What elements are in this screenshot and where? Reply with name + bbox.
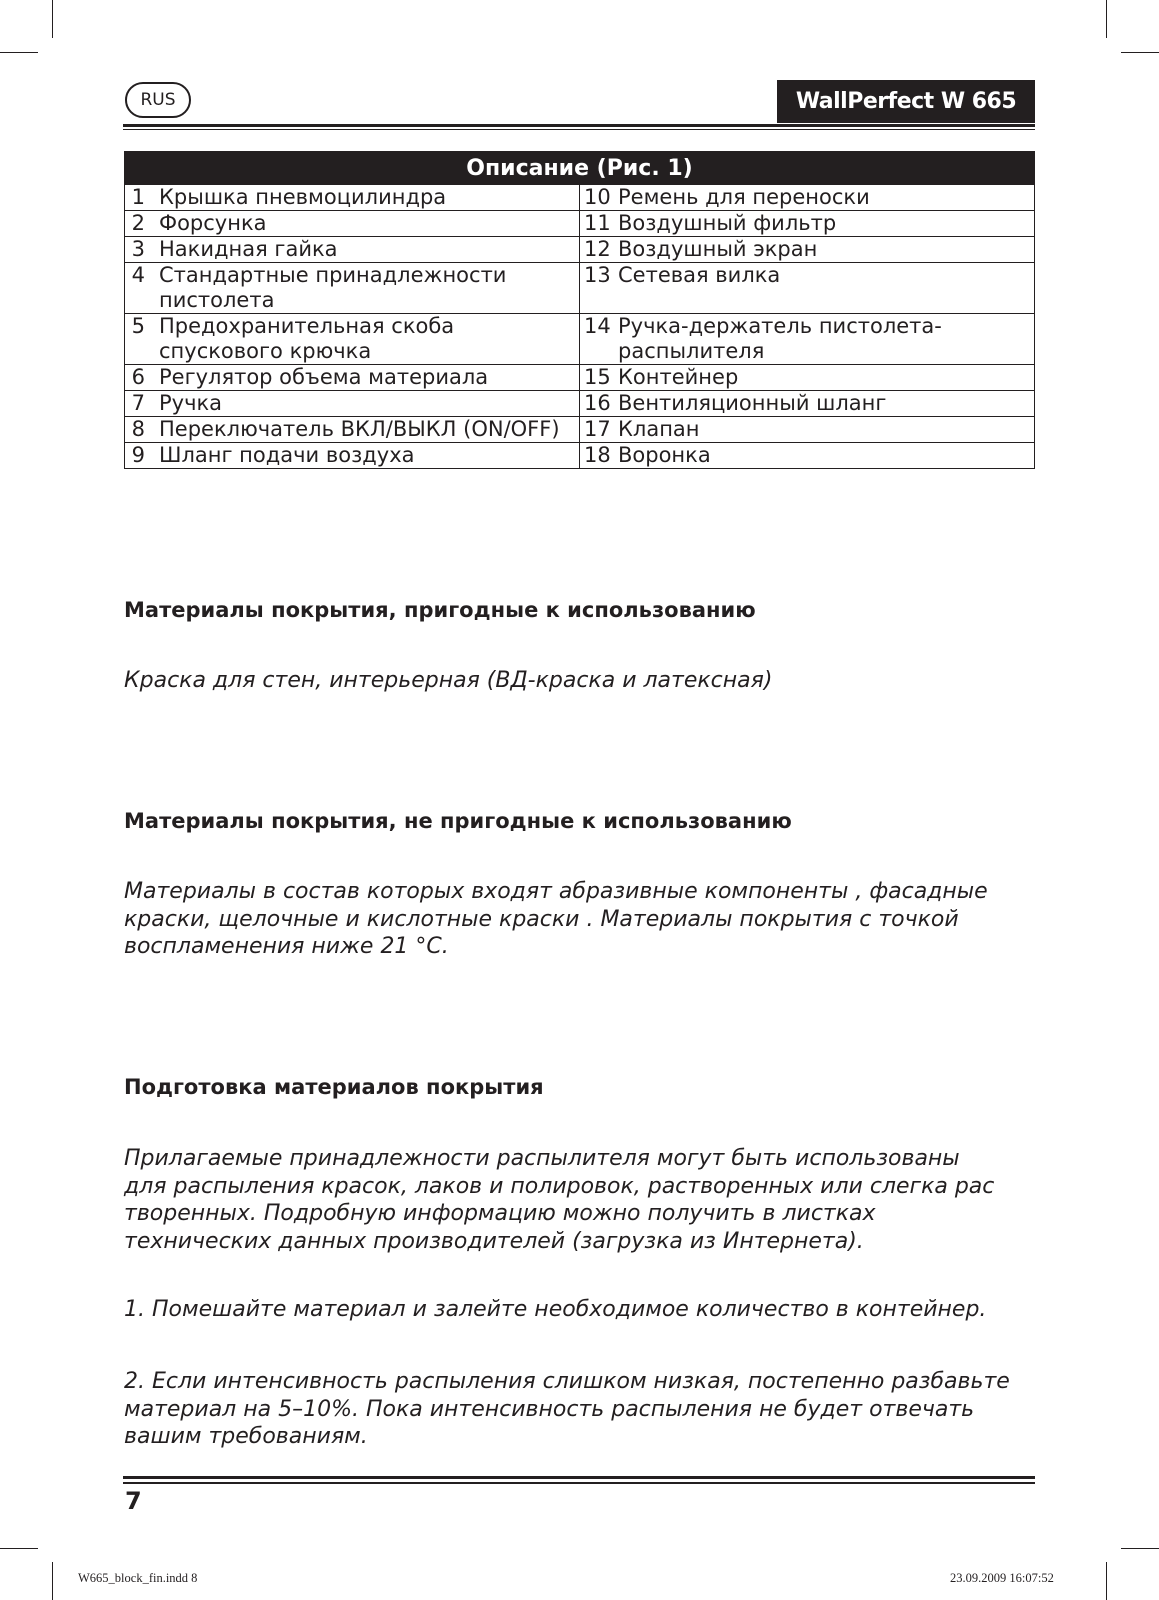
item-number: 14: [584, 314, 611, 338]
product-title: WallPerfect W 665: [777, 80, 1035, 123]
item-number: 9: [131, 443, 145, 467]
table-cell-right: [580, 417, 1035, 443]
table-row: [125, 211, 1035, 237]
crop-mark: [1121, 1548, 1159, 1549]
item-number: 10: [584, 185, 611, 209]
table-cell-left: [125, 237, 580, 263]
item-number: 1: [131, 185, 145, 209]
item-label: Форсунка: [159, 211, 267, 235]
item-number: 2: [131, 211, 145, 235]
table-cell-right: [580, 263, 1035, 314]
item-label: Воздушный фильтр: [618, 211, 837, 235]
item-label: Предохранительная скоба спускового крючка: [159, 314, 455, 363]
footer-rule-thin: [123, 1482, 1035, 1484]
item-number: 16: [584, 391, 611, 415]
table-cell-left: [125, 443, 580, 469]
item-number: 7: [131, 391, 145, 415]
item-number: 11: [584, 211, 611, 235]
header-rule: [123, 124, 1035, 127]
unsuitable-heading: Материалы покрытия, не пригодные к использованию: [124, 809, 792, 833]
table-row: [125, 237, 1035, 263]
crop-mark: [52, 1562, 53, 1600]
crop-mark: [1106, 1562, 1107, 1600]
table-cell-right: [580, 185, 1035, 211]
print-timestamp: 23.09.2009 16:07:52: [950, 1571, 1054, 1585]
preparation-text: Прилагаемые принадлежности распылителя могут быть использованы для распыления красок, лаков и полировок, растворенных или слегка рас творенных. Подробную информацию можно получить в листках технических данных производителей (загрузка из Интернета).: [124, 1146, 995, 1254]
table-cell-right: [580, 391, 1035, 417]
item-label: Накидная гайка: [159, 237, 338, 261]
item-label: Шланг подачи воздуха: [159, 443, 415, 467]
table-cell-left: [125, 417, 580, 443]
table-cell-left: [125, 185, 580, 211]
item-label: Регулятор объема материала: [159, 365, 489, 389]
item-label: Ручка-держатель пистолета-распылителя: [618, 314, 942, 363]
item-label: Сетевая вилка: [618, 263, 781, 287]
crop-mark: [1121, 52, 1159, 53]
page-number: 7: [125, 1487, 142, 1515]
item-label: Воздушный экран: [618, 237, 818, 261]
item-label: Переключатель ВКЛ/ВЫКЛ (ON/OFF): [159, 417, 560, 441]
table-row: [125, 185, 1035, 211]
table-cell-right: [580, 443, 1035, 469]
item-label: Клапан: [618, 417, 700, 441]
header-rule-thin: [123, 129, 1035, 130]
file-slug: W665_block_fin.indd 8: [78, 1571, 198, 1585]
item-label: Ручка: [159, 391, 223, 415]
suitable-text: Краска для стен, интерьерная (ВД-краска и латексная): [124, 668, 773, 693]
item-number: 18: [584, 443, 611, 467]
table-cell-left: [125, 211, 580, 237]
item-number: 6: [131, 365, 145, 389]
table-cell-left: [125, 365, 580, 391]
item-label: Контейнер: [618, 365, 739, 389]
item-label: Ремень для переноски: [618, 185, 870, 209]
crop-mark: [0, 1548, 38, 1549]
table-cell-right: [580, 237, 1035, 263]
item-number: 12: [584, 237, 611, 261]
table-title: Описание (Рис. 1): [125, 152, 1035, 185]
step-2: 2. Если интенсивность распыления слишком низкая, постепенно разбавьте материал на 5–10%. Пока интенсивность распыления не будет отвечать вашим требованиям.: [124, 1369, 1010, 1449]
table-cell-left: [125, 314, 580, 365]
table-row: [125, 365, 1035, 391]
item-label: Стандартные принадлежности пистолета: [159, 263, 507, 312]
table-row: [125, 314, 1035, 365]
preparation-heading: Подготовка материалов покрытия: [124, 1075, 544, 1099]
footer-rule: [123, 1476, 1035, 1479]
item-number: 5: [131, 314, 145, 338]
item-label: Крышка пневмоцилиндра: [159, 185, 447, 209]
item-label: Вентиляционный шланг: [618, 391, 887, 415]
unsuitable-text: Материалы в состав которых входят абразивные компоненты , фасадные краски, щелочные и кислотные краски . Материалы покрытия с точкой воспламенения ниже 21 °С.: [124, 879, 988, 959]
item-number: 13: [584, 263, 611, 287]
crop-mark: [52, 0, 53, 38]
table-row: [125, 417, 1035, 443]
table-cell-left: [125, 391, 580, 417]
item-number: 17: [584, 417, 611, 441]
table-cell-left: [125, 263, 580, 314]
step-1: 1. Помешайте материал и залейте необходимое количество в контейнер.: [124, 1297, 987, 1322]
crop-mark: [0, 52, 38, 53]
crop-mark: [1106, 0, 1107, 38]
table-cell-right: [580, 365, 1035, 391]
item-number: 8: [131, 417, 145, 441]
table-body: [125, 185, 1035, 469]
table-cell-right: [580, 211, 1035, 237]
description-table: [124, 151, 1035, 469]
table-cell-right: [580, 314, 1035, 365]
item-number: 3: [131, 237, 145, 261]
item-number: 4: [131, 263, 145, 287]
language-badge: RUS: [125, 82, 191, 118]
table-row: [125, 391, 1035, 417]
table-row: [125, 263, 1035, 314]
item-number: 15: [584, 365, 611, 389]
item-label: Воронка: [618, 443, 711, 467]
table-row: [125, 443, 1035, 469]
suitable-heading: Материалы покрытия, пригодные к использованию: [124, 598, 756, 622]
